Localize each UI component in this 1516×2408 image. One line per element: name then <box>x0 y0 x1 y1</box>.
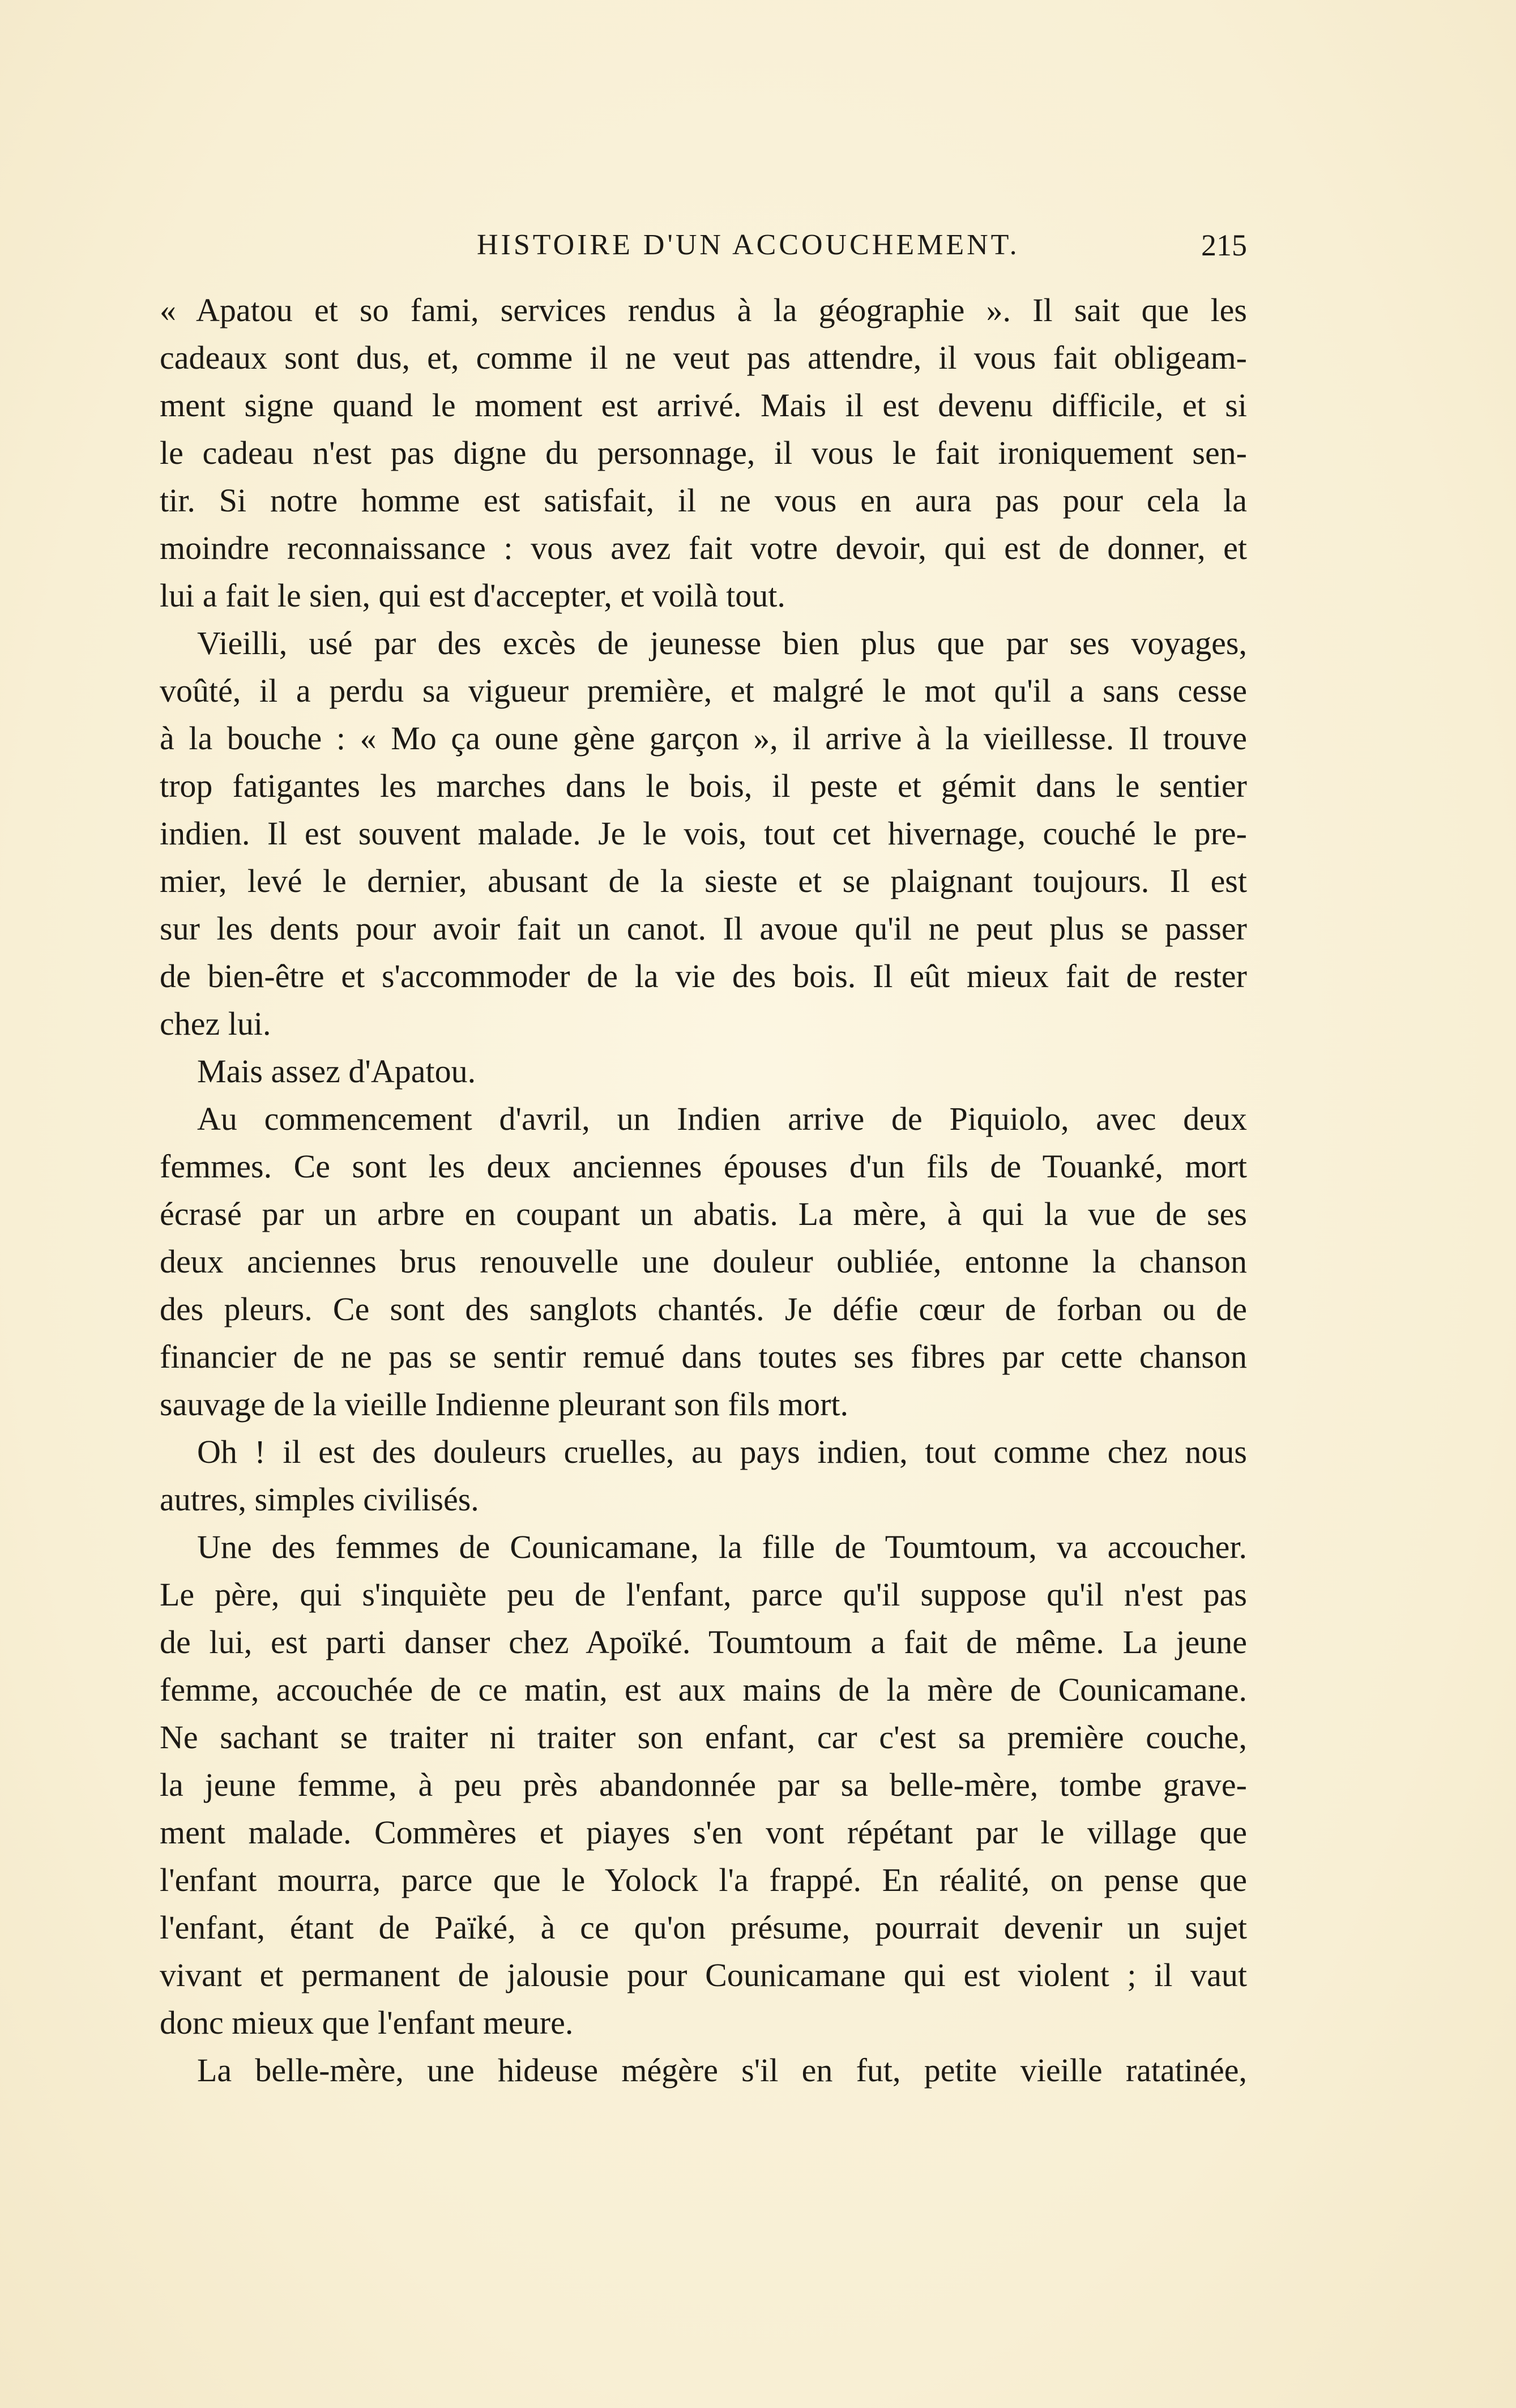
text-line: autres, simples civilisés. <box>160 1481 479 1518</box>
text-line: « Apatou et so fami, services rendus à la géographie ». Il sait que les <box>160 292 1247 328</box>
text-line: Le père, qui s'inquiète peu de l'enfant, parce qu'il suppose qu'il n'est pas <box>160 1576 1247 1613</box>
text-line: tir. Si notre homme est satisfait, il ne vous en aura pas pour cela la <box>160 482 1247 519</box>
text-line: chez lui. <box>160 1005 271 1042</box>
running-head <box>160 225 1247 265</box>
text-line: Vieilli, usé par des excès de jeunesse bien plus que par ses voyages, <box>197 625 1247 661</box>
text-line: la jeune femme, à peu près abandonnée par sa belle-mère, tombe grave- <box>160 1766 1247 1803</box>
text-line: financier de ne pas se sentir remué dans toutes ses fibres par cette chanson <box>160 1338 1247 1375</box>
text-line: voûté, il a perdu sa vigueur première, et malgré le mot qu'il a sans cesse <box>160 672 1247 709</box>
text-line: Mais assez d'Apatou. <box>197 1053 476 1090</box>
text-line: mier, levé le dernier, abusant de la sieste et se plaignant toujours. Il est <box>160 863 1247 899</box>
text-line: femme, accouchée de ce matin, est aux mains de la mère de Counicamane. <box>160 1671 1247 1708</box>
text-line: ment signe quand le moment est arrivé. Mais il est devenu difficile, et si <box>160 387 1247 424</box>
text-line: écrasé par un arbre en coupant un abatis. La mère, à qui la vue de ses <box>160 1196 1247 1232</box>
body-text <box>160 287 1247 2094</box>
page-number: 215 <box>1201 228 1247 262</box>
text-line: trop fatigantes les marches dans le bois, il peste et gémit dans le sentier <box>160 767 1247 804</box>
text-line: indien. Il est souvent malade. Je le vois, tout cet hivernage, couché le pre- <box>160 815 1247 852</box>
text-line: à la bouche : « Mo ça oune gène garçon », il arrive à la vieillesse. Il trouve <box>160 720 1247 757</box>
text-line: cadeaux sont dus, et, comme il ne veut pas attendre, il vous fait obligeam- <box>160 339 1247 376</box>
running-title: HISTOIRE D'UN ACCOUCHEMENT. <box>477 229 1020 261</box>
text-line: Au commencement d'avril, un Indien arrive de Piquiolo, avec deux <box>197 1100 1247 1137</box>
text-line: Ne sachant se traiter ni traiter son enfant, car c'est sa première couche, <box>160 1719 1247 1756</box>
text-line: lui a fait le sien, qui est d'accepter, et voilà tout. <box>160 577 785 614</box>
text-line: des pleurs. Ce sont des sanglots chantés. Je défie cœur de forban ou de <box>160 1291 1247 1327</box>
text-line: femmes. Ce sont les deux anciennes épouses d'un fils de Touanké, mort <box>160 1148 1247 1185</box>
text-line: La belle-mère, une hideuse mégère s'il en fut, petite vieille ratatinée, <box>197 2052 1247 2089</box>
text-line: l'enfant mourra, parce que le Yolock l'a frappé. En réalité, on pense que <box>160 1861 1247 1898</box>
text-line: deux anciennes brus renouvelle une douleur oubliée, entonne la chanson <box>160 1243 1247 1280</box>
text-line: vivant et permanent de jalousie pour Counicamane qui est violent ; il vaut <box>160 1957 1247 1993</box>
text-line: moindre reconnaissance : vous avez fait votre devoir, qui est de donner, et <box>160 530 1247 566</box>
text-line: donc mieux que l'enfant meure. <box>160 2004 574 2041</box>
text-line: sur les dents pour avoir fait un canot. Il avoue qu'il ne peut plus se passer <box>160 910 1247 947</box>
text-line: de lui, est parti danser chez Apoïké. Toumtoum a fait de même. La jeune <box>160 1624 1247 1660</box>
text-line: Oh ! il est des douleurs cruelles, au pays indien, tout comme chez nous <box>197 1433 1247 1470</box>
text-line: sauvage de la vieille Indienne pleurant son fils mort. <box>160 1386 849 1423</box>
text-line: le cadeau n'est pas digne du personnage, il vous le fait ironiquement sen- <box>160 434 1247 471</box>
text-line: l'enfant, étant de Païké, à ce qu'on présume, pourrait devenir un sujet <box>160 1909 1247 1946</box>
text-line: ment malade. Commères et piayes s'en vont répétant par le village que <box>160 1814 1247 1851</box>
text-line: Une des femmes de Counicamane, la fille de Toumtoum, va accoucher. <box>197 1529 1247 1565</box>
text-line: de bien-être et s'accommoder de la vie des bois. Il eût mieux fait de rester <box>160 958 1247 994</box>
